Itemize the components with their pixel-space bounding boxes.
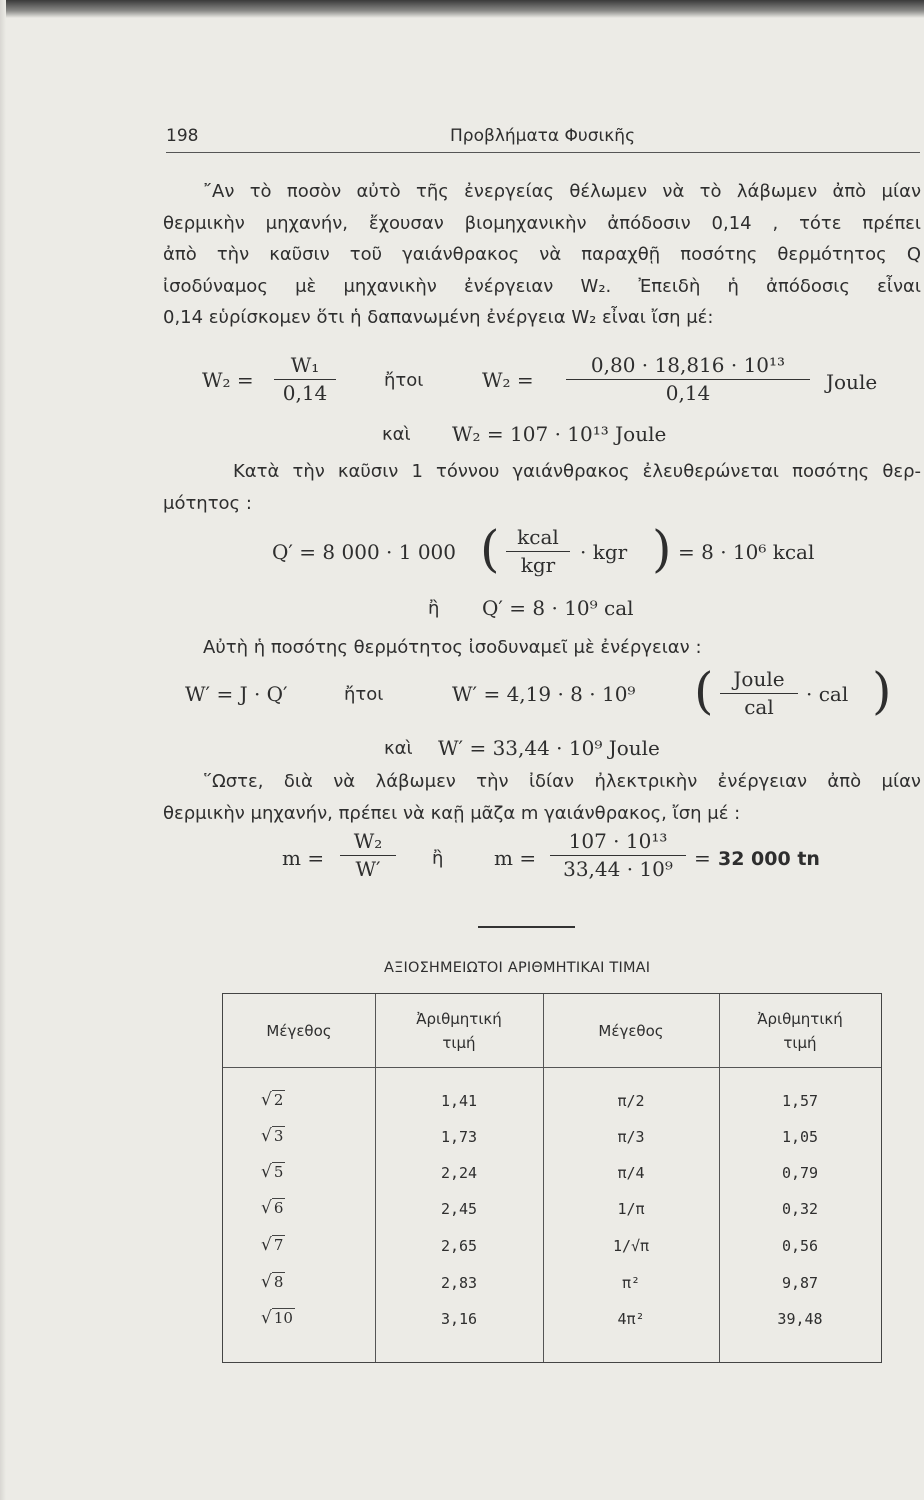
header-label: Μέγεθος [266,1021,332,1040]
sqrt-argument: 2 [273,1091,284,1109]
paragraph-combustion [163,456,921,519]
value-cell: 0,32 [781,1200,819,1218]
eq4-connector: ἢ [428,598,440,619]
running-title: Προβλήματα Φυσικῆς [450,126,636,146]
scan-left-edge [0,0,6,1500]
sqrt-argument: 10 [273,1309,293,1327]
sqrt-argument: 8 [273,1273,284,1291]
eq3-close-paren: ) [652,520,672,578]
table-caption: ΑΞΙΟΣΗΜΕΙΩΤΟΙ ΑΡΙΘΜΗΤΙΚΑΙ ΤΙΜΑΙ [384,960,651,976]
value-cell: 2,45 [440,1200,478,1218]
sqrt-cell: √ 8 [261,1272,284,1292]
text-line: ῎Αν τὸ ποσὸν αὐτὸ τῆς ἐνεργείας θέλωμεν νὰ τὸ λάβωμεν ἀπὸ μίαν [203,181,921,202]
value-cell: 9,87 [781,1274,819,1292]
eq7-lhs: m = [282,846,325,870]
eq3-open-paren: ( [480,520,500,578]
text-line: Κατὰ τὴν καῦσιν 1 τόννου γαιάνθρακος ἐλευθερώνεται ποσότης θερ- [233,461,921,482]
header-value-1 [375,994,543,1067]
sqrt-argument: 6 [273,1199,284,1217]
sqrt-argument: 5 [273,1163,284,1181]
sqrt-cell: √ 10 [261,1308,293,1328]
value-cell: 39,48 [777,1310,823,1328]
eq4-expression: Q′ = 8 · 10⁹ cal [482,596,634,620]
text-line: ἰσοδύναμος μὲ μηχανικὴν ἐνέργειαν W₂. Ἐπειδὴ ἡ ἀπόδοσις εἶναι [163,275,921,297]
eq5-tail: · cal [806,682,849,706]
eq1-denominator2: 0,14 [665,381,711,405]
eq3-rhs: = 8 · 10⁶ kcal [678,540,815,564]
eq3-numerator: kcal [506,524,570,552]
eq7-numerator2: 107 · 10¹³ [550,828,686,856]
eq7-equals: = [694,846,711,870]
header-quantity-1 [223,994,375,1067]
eq2-expression: W₂ = 107 · 10¹³ Joule [452,422,667,446]
eq1-numerator2: 0,80 · 18,816 · 10¹³ [566,352,810,380]
text-line: μότητος : [163,492,252,514]
eq5-numerator: Joule [720,666,798,694]
value-cell: 0,56 [781,1237,819,1255]
eq6-connector: καὶ [384,738,413,759]
sqrt-cell: √ 2 [261,1090,284,1110]
eq1-unit: Joule [826,370,878,394]
quantity-cell: 1/π [617,1200,645,1218]
eq3-denominator: kgr [520,553,556,577]
value-cell: 0,79 [781,1164,819,1182]
text-line: ῞Ωστε, διὰ νὰ λάβωμεν τὴν ἰδίαν ἠλεκτρικὴν ἐνέργειαν ἀπὸ μίαν [203,771,921,792]
text-line: Αὐτὴ ἡ ποσότης θερμότητος ἰσοδυναμεῖ μὲ ἐνέργειαν : [203,637,702,658]
eq7-lhs2: m = [494,846,537,870]
sqrt-argument: 3 [273,1127,284,1145]
value-cell: 1,05 [781,1128,819,1146]
eq3-lhs: Q′ = 8 000 · 1 000 [272,540,456,564]
value-cell: 1,57 [781,1092,819,1110]
eq5-denominator: cal [744,695,774,719]
eq7-denominator2: 33,44 · 10⁹ [563,857,673,881]
header-divider [223,1067,881,1068]
paragraph-conclusion [163,766,921,829]
header-label: Ἀριθμητική [757,1009,843,1028]
header-quantity-2 [543,994,719,1067]
sqrt-cell: √ 3 [261,1126,284,1146]
scan-top-edge [0,0,924,18]
eq1-fraction [274,352,336,406]
eq1-denominator: 0,14 [282,381,328,405]
eq1-lhs2: W₂ = [482,368,534,392]
text-line: θερμικὴν μηχανήν, ἔχουσαν βιομηχανικὴν ἀπόδοσιν 0,14 , τότε πρέπει [163,212,921,234]
value-cell: 1,41 [440,1092,478,1110]
eq3-fraction [506,524,570,578]
eq5-connector: ἤτοι [344,684,384,705]
text-line: θερμικὴν μηχανήν, πρέπει νὰ καῇ μᾶζα m γαιάνθρακος, ἴση μέ : [163,802,741,824]
eq7-connector: ἢ [432,848,444,869]
value-cell: 2,24 [440,1164,478,1182]
header-label: Μέγεθος [598,1021,664,1040]
eq5-close-paren: ) [872,662,892,720]
header-label: Ἀριθμητική [416,1009,502,1028]
eq5-lhs: W′ = J · Q′ [185,682,288,706]
eq7-numerator: W₂ [340,828,396,856]
quantity-cell: π/3 [617,1128,645,1146]
sqrt-argument: 7 [273,1236,284,1254]
eq6-expression: W′ = 33,44 · 10⁹ Joule [438,736,660,760]
eq7-fraction [340,828,396,882]
section-divider [478,926,575,928]
quantity-cell: 4π² [617,1310,645,1328]
quantity-cell: π/4 [617,1164,645,1182]
page-number: 198 [166,126,199,146]
header-value-2 [719,994,881,1067]
eq5-lhs2: W′ = 4,19 · 8 · 10⁹ [452,682,636,706]
eq1-fraction2 [566,352,810,406]
eq1-numerator: W₁ [274,352,336,380]
eq7-denominator: W′ [355,857,381,881]
value-cell: 2,83 [440,1274,478,1292]
header-label: τιμή [783,1033,817,1052]
numeric-values-table [222,993,882,1363]
sqrt-cell: √ 6 [261,1198,284,1218]
quantity-cell: π/2 [617,1092,645,1110]
eq5-open-paren: ( [694,662,714,720]
quantity-cell: 1/√π [612,1237,650,1255]
text-line: ἀπὸ τὴν καῦσιν τοῦ γαιάνθρακος νὰ παραχθῇ ποσότης θερμότητος Q [163,244,921,265]
value-cell: 2,65 [440,1237,478,1255]
value-cell: 3,16 [440,1310,478,1328]
eq1-connector: ἤτοι [384,370,424,391]
header-label: τιμή [442,1033,476,1052]
eq5-fraction [720,666,798,720]
sqrt-cell: √ 5 [261,1162,284,1182]
page-header [166,126,920,153]
eq7-result: 32 000 tn [718,848,820,870]
sqrt-cell: √ 7 [261,1235,284,1255]
paragraph-intro [163,176,921,334]
paragraph-equivalence [163,632,921,664]
quantity-cell: π² [621,1274,641,1292]
text-line: 0,14 εὑρίσκομεν ὅτι ἡ δαπανωμένη ἐνέργεια W₂ εἶναι ἴση μέ: [163,307,714,328]
eq3-mid: · kgr [580,540,628,564]
eq1-lhs: W₂ = [202,368,254,392]
eq2-connector: καὶ [382,424,411,445]
eq7-fraction2 [550,828,686,882]
value-cell: 1,73 [440,1128,478,1146]
